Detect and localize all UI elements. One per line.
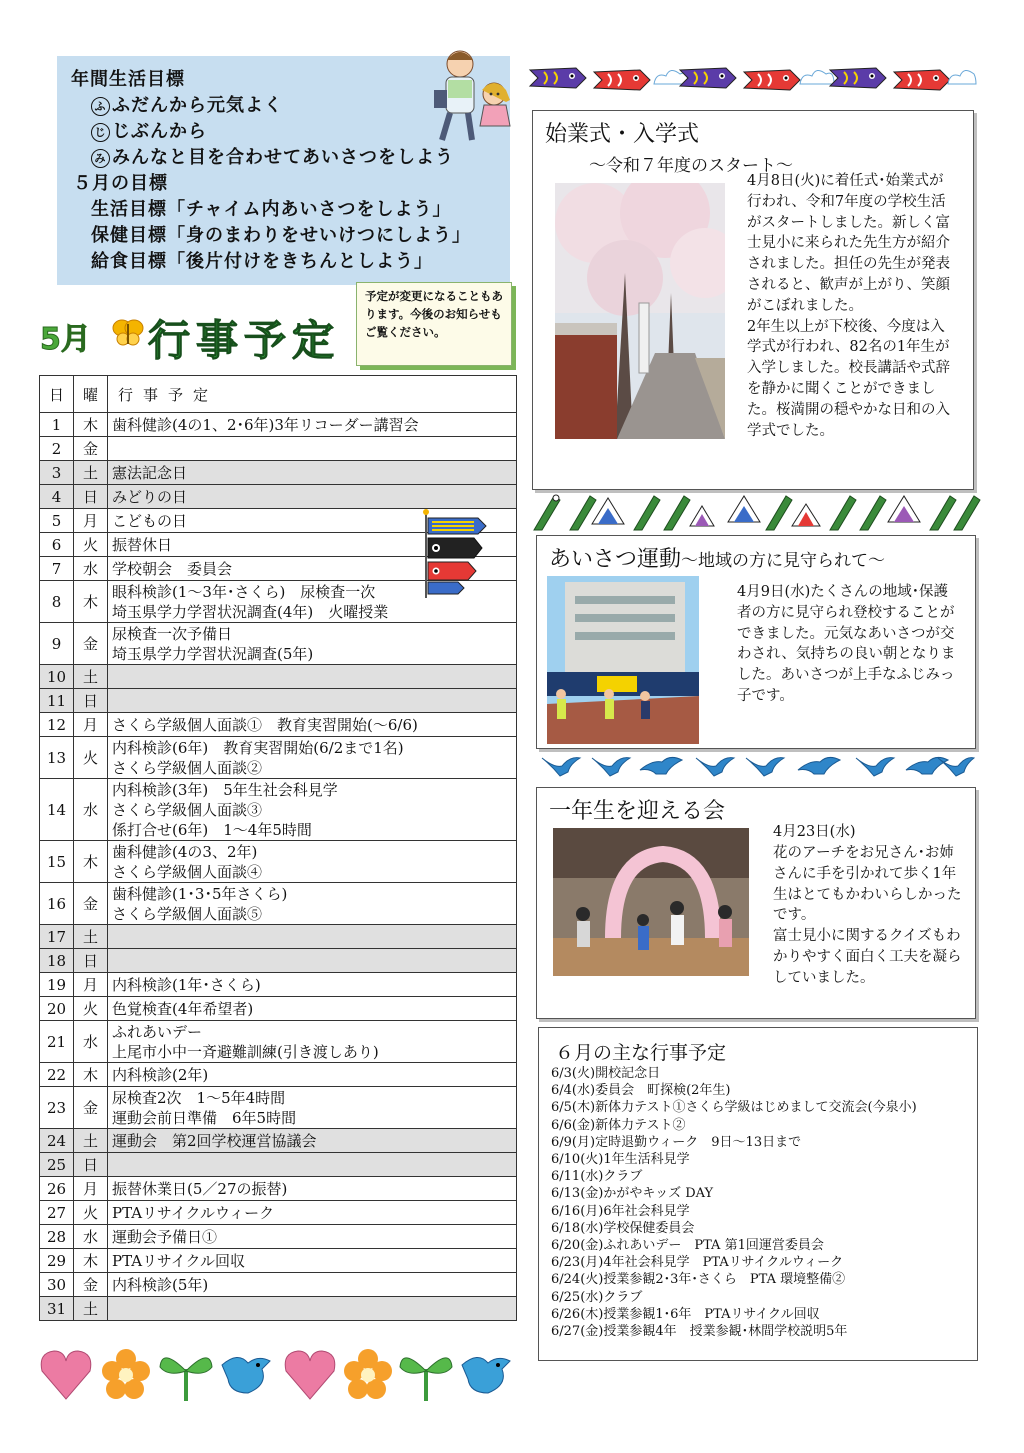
table-row: [40, 1129, 517, 1153]
carp-icon: [594, 70, 650, 90]
goal-item-1: ふ ふだんから元気よく: [91, 91, 283, 117]
day-cell: 2: [40, 437, 74, 461]
weekday-cell: 水: [74, 779, 108, 841]
table-row: [40, 1273, 517, 1297]
day-cell: 15: [40, 841, 74, 883]
goal-item-3: み みんなと目を合わせてあいさつをしよう: [91, 143, 454, 169]
table-row: [40, 925, 517, 949]
ceremony-title: 始業式・入学式: [545, 122, 700, 147]
day-cell: 7: [40, 557, 74, 581]
event-cell: 歯科健診(1･3･5年さくら) さくら学級個人面談⑤: [108, 883, 517, 925]
arrow-feather-icon: [766, 496, 792, 530]
table-row: [40, 665, 517, 689]
cherry-blossom-photo: [555, 183, 725, 439]
day-cell: 1: [40, 413, 74, 437]
weekday-cell: 火: [74, 737, 108, 779]
kabuto-icon: [888, 496, 920, 522]
arrow-feather-icon: [860, 496, 886, 530]
flower-icon: [344, 1349, 392, 1399]
welcome-body: 花のアーチをお兄さん･お姉さんに手を引かれて歩く1年生はとてもかわいらしかったです。 富士見小に関するクイズもわかりやすく面白く工夫を凝らしていました。: [773, 845, 962, 986]
day-cell: 28: [40, 1225, 74, 1249]
greeting-photo: [547, 576, 699, 744]
weekday-cell: 日: [74, 485, 108, 509]
weekday-cell: 土: [74, 461, 108, 485]
event-cell: 内科検診(1年･さくら): [108, 973, 517, 997]
carp-icon: [680, 68, 736, 88]
swallows-border: [540, 752, 976, 780]
may-goal-life: 生活目標「チャイム内あいさつをしよう」: [91, 199, 452, 220]
greeting-children-illustration: [420, 42, 515, 142]
weekday-cell: 水: [74, 557, 108, 581]
june-event-item: 6/23(月)4年社会科見学 PTAリサイクルウィーク: [551, 1255, 844, 1271]
day-cell: 30: [40, 1273, 74, 1297]
swallow-icon: [542, 758, 580, 776]
day-cell: 18: [40, 949, 74, 973]
weekday-cell: 火: [74, 533, 108, 557]
day-cell: 8: [40, 581, 74, 623]
table-row: [40, 689, 517, 713]
arrow-feather-icon: [570, 496, 596, 530]
swallow-icon: [696, 758, 734, 776]
day-cell: 24: [40, 1129, 74, 1153]
event-cell: 眼科検診(1～3年･さくら) 尿検査一次 埼玉県学力学習状況調査(4年) 火曜授業: [108, 581, 517, 623]
goal-item-2: じ じぶんから: [91, 117, 207, 143]
may-goal-health: 保健目標「身のまわりをせいけつにしよう」: [91, 225, 471, 246]
carp-icon: [894, 70, 950, 90]
day-cell: 27: [40, 1201, 74, 1225]
june-event-item: 6/25(水)クラブ: [551, 1289, 643, 1305]
event-cell: ふれあいデー 上尾市小中一斉避難訓練(引き渡しあり): [108, 1021, 517, 1063]
event-cell: 内科検診(6年) 教育実習開始(6/2まで1名) さくら学級個人面談②: [108, 737, 517, 779]
welcome-photo: [553, 828, 749, 976]
carp-icon: [530, 68, 586, 88]
event-cell: 運動会 第2回学校運営協議会: [108, 1129, 517, 1153]
day-cell: 21: [40, 1021, 74, 1063]
event-cell: [108, 949, 517, 973]
carp-streamers-border: [528, 58, 978, 98]
goal-mark-3: み: [91, 149, 110, 168]
event-cell: [108, 925, 517, 949]
june-event-item: 6/11(水)クラブ: [551, 1169, 643, 1185]
table-row: [40, 841, 517, 883]
day-cell: 5: [40, 509, 74, 533]
june-title: ６月の主な行事予定: [555, 1042, 727, 1064]
ceremony-subtitle: ～令和７年度のスタート～: [589, 156, 793, 176]
day-cell: 31: [40, 1297, 74, 1321]
swallow-icon: [906, 757, 948, 774]
weekday-cell: 日: [74, 1153, 108, 1177]
june-event-list: [551, 1065, 917, 1340]
weekday-cell: 月: [74, 1177, 108, 1201]
bottom-decoration-border: [38, 1345, 518, 1405]
day-cell: 3: [40, 461, 74, 485]
ceremony-body: 4月8日(火)に着任式･始業式が行われ、令和7年度の学校生活がスタートしました。新しく富士見小に来られた先生方が紹介されました。担任の先生が発表されると、歓声が上がり、笑顔がこぼれました。 2年生以上が下校後、今度は入学式が行われ、82名の1年生が入学しました。校長講話や式辞を静かに聞くことができました。桜満開の穏やかな日和の入学式でした。: [747, 173, 950, 439]
day-cell: 9: [40, 623, 74, 665]
weekday-cell: 火: [74, 1201, 108, 1225]
weekday-cell: 金: [74, 1087, 108, 1129]
col-day: 日: [40, 376, 74, 413]
table-row: [40, 1063, 517, 1087]
day-cell: 10: [40, 665, 74, 689]
heart-icon: [285, 1351, 335, 1399]
day-cell: 25: [40, 1153, 74, 1177]
weekday-cell: 金: [74, 1273, 108, 1297]
flower-icon: [102, 1349, 150, 1399]
day-cell: 12: [40, 713, 74, 737]
table-row: [40, 461, 517, 485]
ceremony-article: [532, 110, 974, 490]
goals-heading: 年間生活目標: [71, 69, 185, 90]
weekday-cell: 土: [74, 1297, 108, 1321]
weekday-cell: 月: [74, 973, 108, 997]
event-cell: PTAリサイクルウィーク: [108, 1201, 517, 1225]
greeting-body: 4月9日(水)たくさんの地域･保護者の方に見守られ登校することができました。元気なあいさつが交わされ、気持ちの良い朝となりました。あいさつが上手なふじみっ子です。: [737, 584, 956, 704]
day-cell: 23: [40, 1087, 74, 1129]
event-cell: さくら学級個人面談① 教育実習開始(～6/6): [108, 713, 517, 737]
weekday-cell: 月: [74, 509, 108, 533]
arrow-feather-icon: [634, 496, 660, 530]
day-cell: 29: [40, 1249, 74, 1273]
table-row: [40, 1297, 517, 1321]
table-header-row: [40, 376, 517, 413]
weekday-cell: 金: [74, 623, 108, 665]
weekday-cell: 火: [74, 997, 108, 1021]
table-row: [40, 779, 517, 841]
goal-mark-1: ふ: [91, 97, 110, 116]
swallow-icon: [856, 758, 894, 776]
june-event-item: 6/13(金)かがやキッズ DAY: [551, 1186, 714, 1202]
table-row: [40, 1087, 517, 1129]
weekday-cell: 日: [74, 689, 108, 713]
weekday-cell: 木: [74, 1063, 108, 1087]
table-row: [40, 623, 517, 665]
day-cell: 13: [40, 737, 74, 779]
event-cell: 尿検査2次 1～5年4時間 運動会前日準備 6年5時間: [108, 1087, 517, 1129]
june-event-item: 6/20(金)ふれあいデー PTA 第1回運営委員会: [551, 1238, 824, 1254]
welcome-title: 一年生を迎える会: [549, 799, 726, 824]
event-cell: 歯科健診(4の3、2年) さくら学級個人面談④: [108, 841, 517, 883]
cloud-icon: [800, 70, 834, 84]
table-row: [40, 949, 517, 973]
event-cell: こどもの日: [108, 509, 517, 533]
carp-icon: [744, 70, 800, 90]
arrow-feather-icon: [930, 496, 956, 530]
table-row: [40, 713, 517, 737]
event-cell: 内科検診(2年): [108, 1063, 517, 1087]
month-label: 5月: [40, 322, 91, 357]
may-goal-lunch: 給食目標「後片付けをきちんとしよう」: [91, 251, 433, 272]
june-event-item: 6/6(金)新体力テスト②: [551, 1117, 686, 1133]
weekday-cell: 月: [74, 713, 108, 737]
weekday-cell: 水: [74, 1021, 108, 1063]
day-cell: 26: [40, 1177, 74, 1201]
day-cell: 11: [40, 689, 74, 713]
kabuto-icon: [592, 498, 624, 524]
event-cell: 学校朝会 委員会: [108, 557, 517, 581]
cloud-icon: [948, 70, 976, 84]
event-cell: [108, 665, 517, 689]
swallow-icon: [798, 757, 840, 774]
weekday-cell: 金: [74, 437, 108, 461]
event-cell: 尿検査一次予備日 埼玉県学力学習状況調査(5年): [108, 623, 517, 665]
event-cell: 憲法記念日: [108, 461, 517, 485]
june-event-item: 6/16(月)6年社会科見学: [551, 1203, 690, 1219]
swallow-icon: [640, 757, 682, 774]
bird-icon: [222, 1357, 270, 1393]
sprout-icon: [160, 1358, 212, 1401]
table-row: [40, 737, 517, 779]
table-row: [40, 437, 517, 461]
day-cell: 16: [40, 883, 74, 925]
welcome-article: [536, 787, 976, 1019]
weekday-cell: 木: [74, 581, 108, 623]
greeting-article: [536, 535, 976, 749]
weekday-cell: 木: [74, 413, 108, 437]
arrow-feather-icon: [534, 495, 560, 530]
arrow-feather-icon: [954, 496, 980, 530]
event-cell: PTAリサイクル回収: [108, 1249, 517, 1273]
weekday-cell: 日: [74, 949, 108, 973]
day-cell: 22: [40, 1063, 74, 1087]
table-row: [40, 883, 517, 925]
weekday-cell: 土: [74, 925, 108, 949]
day-cell: 19: [40, 973, 74, 997]
weekday-cell: 木: [74, 1249, 108, 1273]
may-goals-heading: ５月の目標: [73, 173, 168, 194]
kabuto-icon: [690, 506, 714, 526]
june-event-item: 6/5(木)新体力テスト①さくら学級はじめまして交流会(今泉小): [551, 1100, 917, 1116]
table-row: [40, 1177, 517, 1201]
table-row: [40, 1225, 517, 1249]
june-event-item: 6/3(火)開校記念日: [551, 1066, 661, 1081]
event-cell: みどりの日: [108, 485, 517, 509]
kabuto-icon: [792, 504, 820, 526]
event-cell: 振替休日: [108, 533, 517, 557]
table-row: [40, 973, 517, 997]
carp-streamer-icon: [408, 508, 488, 600]
event-cell: 色覚検査(4年希望者): [108, 997, 517, 1021]
kabuto-border: [530, 490, 982, 532]
event-cell: 内科検診(3年) 5年生社会科見学 さくら学級個人面談③ 係打合せ(6年) 1～4年5時間: [108, 779, 517, 841]
event-cell: [108, 689, 517, 713]
col-event: 行事予定: [108, 376, 517, 413]
day-cell: 14: [40, 779, 74, 841]
june-event-item: 6/26(木)授業参観1･6年 PTAリサイクル回収: [551, 1306, 820, 1322]
table-row: [40, 485, 517, 509]
day-cell: 4: [40, 485, 74, 509]
june-event-item: 6/27(金)授業参観4年 授業参観･林間学校説明5年: [551, 1324, 848, 1340]
swallow-icon: [746, 758, 784, 776]
event-cell: 内科検診(5年): [108, 1273, 517, 1297]
arrow-feather-icon: [830, 496, 856, 530]
col-weekday: 曜: [74, 376, 108, 413]
day-cell: 20: [40, 997, 74, 1021]
welcome-date: 4月23日(水): [773, 824, 856, 840]
swallow-icon: [592, 758, 630, 776]
carp-icon: [830, 68, 886, 88]
table-row: [40, 413, 517, 437]
table-row: [40, 1021, 517, 1063]
june-event-item: 6/10(火)1年生活科見学: [551, 1152, 690, 1168]
schedule-notice: 予定が変更になることもあります。今後のお知らせもご覧ください。: [356, 282, 512, 366]
weekday-cell: 土: [74, 1129, 108, 1153]
table-row: [40, 997, 517, 1021]
sprout-icon: [400, 1358, 452, 1401]
day-cell: 6: [40, 533, 74, 557]
heart-icon: [41, 1351, 91, 1399]
greeting-title-main: あいさつ運動: [549, 547, 682, 572]
butterfly-icon: [112, 316, 144, 348]
event-cell: 運動会予備日①: [108, 1225, 517, 1249]
schedule-title: 行事予定: [148, 316, 341, 365]
june-event-item: 6/4(水)委員会 町探検(2年生): [551, 1083, 731, 1099]
event-cell: 歯科健診(4の1、2･6年)3年リコーダー講習会: [108, 413, 517, 437]
table-row: [40, 1201, 517, 1225]
greeting-subtitle: ～地域の方に見守られて～: [681, 551, 886, 571]
goal-mark-2: じ: [91, 123, 110, 142]
june-event-item: 6/9(月)定時退勤ウィーク 9日～13日まで: [551, 1134, 802, 1150]
day-cell: 17: [40, 925, 74, 949]
june-event-item: 6/24(火)授業参観2･3年･さくら PTA 環境整備②: [551, 1272, 846, 1288]
table-row: [40, 1249, 517, 1273]
schedule-header: [40, 308, 360, 368]
event-cell: [108, 1153, 517, 1177]
weekday-cell: 木: [74, 841, 108, 883]
weekday-cell: 水: [74, 1225, 108, 1249]
event-cell: [108, 437, 517, 461]
kabuto-icon: [728, 496, 760, 522]
weekday-cell: 土: [74, 665, 108, 689]
table-row: [40, 1153, 517, 1177]
weekday-cell: 金: [74, 883, 108, 925]
event-cell: 振替休業日(5／27の振替): [108, 1177, 517, 1201]
arrow-feather-icon: [664, 496, 690, 530]
june-event-item: 6/18(水)学校保健委員会: [551, 1220, 695, 1236]
event-cell: [108, 1297, 517, 1321]
bird-icon: [462, 1357, 510, 1393]
greeting-title: [549, 542, 885, 573]
june-schedule: [538, 1027, 978, 1361]
